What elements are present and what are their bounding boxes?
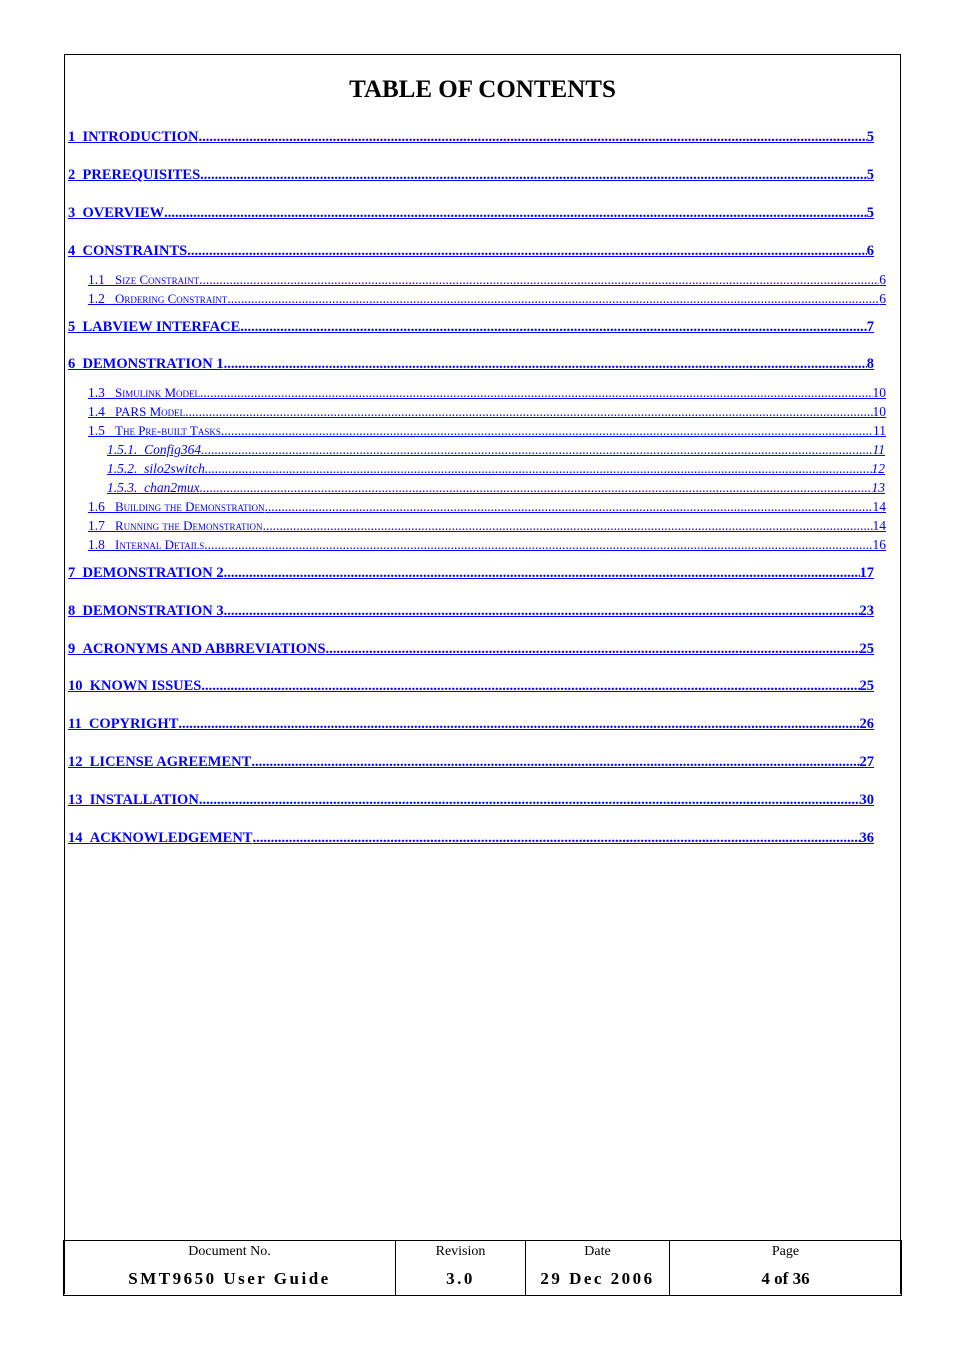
toc-leader-dots xyxy=(224,565,860,582)
toc-entry-label xyxy=(88,404,185,420)
toc-entry-page: 16 xyxy=(872,537,886,552)
toc-entry-text: Ordering Constraint xyxy=(115,291,228,306)
page-frame xyxy=(64,54,901,1294)
toc-entry-page: 6 xyxy=(866,243,874,259)
toc-leader-dots xyxy=(199,272,879,288)
toc-entry-label xyxy=(68,754,251,771)
toc-entry-label xyxy=(88,272,199,288)
toc-entry-page: 14 xyxy=(872,518,886,533)
toc-entry-text: PARS Model xyxy=(115,404,186,419)
toc-entry-text: silo2switch xyxy=(144,461,205,476)
toc-leader-dots xyxy=(326,641,860,658)
toc-entry-page: 6 xyxy=(879,291,886,306)
toc-entry-number: 3 xyxy=(68,205,76,221)
toc-entry-number: 1.5.1. xyxy=(107,442,138,457)
toc-entry-label xyxy=(68,129,199,146)
toc-leader-dots xyxy=(240,319,866,336)
toc-entry-label xyxy=(68,205,164,222)
toc-entry-text: KNOWN ISSUES xyxy=(89,678,202,694)
toc-entry[interactable] xyxy=(68,319,874,337)
toc-entry-page: 25 xyxy=(859,641,874,657)
toc-leader-dots xyxy=(224,356,867,373)
toc-entry[interactable] xyxy=(68,167,874,185)
toc-leader-dots xyxy=(200,385,872,401)
toc-entry[interactable] xyxy=(88,423,886,440)
toc-entry[interactable] xyxy=(107,442,885,459)
toc-entry[interactable] xyxy=(68,792,874,810)
toc-entry-number: 10 xyxy=(68,678,83,694)
toc-entry-label xyxy=(68,356,224,373)
toc-entry-label xyxy=(107,461,205,477)
toc-entry-page: 14 xyxy=(872,499,886,514)
toc-entry[interactable] xyxy=(68,129,874,147)
date-label: Date xyxy=(526,1241,670,1267)
toc-entry-text: DEMONSTRATION 2 xyxy=(82,565,224,581)
toc-leader-dots xyxy=(200,480,872,496)
toc-entry-page: 5 xyxy=(866,129,874,145)
toc-entry[interactable] xyxy=(88,385,886,402)
toc-entry[interactable] xyxy=(68,830,874,848)
toc-leader-dots xyxy=(265,499,873,515)
toc-entry-number: 1.5.2. xyxy=(107,461,138,476)
toc-leader-dots xyxy=(199,129,867,146)
page-value: 4 of 36 xyxy=(670,1266,902,1296)
toc-leader-dots xyxy=(224,603,860,620)
toc-entry-page: 26 xyxy=(859,716,874,732)
toc-leader-dots xyxy=(164,205,867,222)
toc-leader-dots xyxy=(205,461,872,477)
toc-entry-number: 1.7 xyxy=(88,518,105,533)
toc-entry-number: 4 xyxy=(68,243,76,259)
toc-leader-dots xyxy=(201,442,872,458)
toc-entry-page: 30 xyxy=(859,792,874,808)
toc-entry[interactable] xyxy=(107,480,885,497)
toc-entry-label xyxy=(107,480,200,496)
toc-entry-text: CONSTRAINTS xyxy=(82,243,188,259)
toc-entry-label xyxy=(68,243,187,260)
toc-entry-label xyxy=(68,603,224,620)
toc-entry-label xyxy=(88,499,265,515)
toc-leader-dots xyxy=(199,792,860,809)
toc-entry-number: 6 xyxy=(68,356,76,372)
toc-entry-page: 36 xyxy=(859,830,874,846)
toc-entry-number: 8 xyxy=(68,603,76,619)
toc-entry-page: 11 xyxy=(873,423,886,438)
toc-entry-text: DEMONSTRATION 1 xyxy=(82,356,224,372)
toc-leader-dots xyxy=(200,167,867,184)
toc-entry-text: ACKNOWLEDGEMENT xyxy=(89,830,253,846)
toc-entry[interactable] xyxy=(88,272,886,289)
toc-entry-text: LICENSE AGREEMENT xyxy=(89,754,252,770)
toc-entry-page: 23 xyxy=(859,603,874,619)
toc-entry-page: 13 xyxy=(871,480,885,495)
toc-entry-label xyxy=(88,385,200,401)
toc-entry[interactable] xyxy=(68,243,874,261)
toc-entry[interactable] xyxy=(88,499,886,516)
toc-entry-text: Size Constraint xyxy=(115,272,200,287)
toc-entry-number: 1.2 xyxy=(88,291,105,306)
toc-entry[interactable] xyxy=(68,716,874,734)
toc-entry-number: 5 xyxy=(68,319,76,335)
toc-entry-number: 1.8 xyxy=(88,537,105,552)
toc-entry-number: 13 xyxy=(68,792,83,808)
toc-entry-text: PREREQUISITES xyxy=(82,167,201,183)
revision-label: Revision xyxy=(396,1241,526,1267)
toc-entry-label xyxy=(68,565,224,582)
toc-entry-label xyxy=(107,442,201,458)
toc-entry-text: Config364 xyxy=(144,442,202,457)
toc-entry-page: 17 xyxy=(859,565,874,581)
toc-entry-number: 1.1 xyxy=(88,272,105,287)
doc-no-label: Document No. xyxy=(64,1241,396,1267)
toc-entry-page: 27 xyxy=(859,754,874,770)
toc-entry[interactable] xyxy=(68,603,874,621)
toc-entry-label xyxy=(68,830,253,847)
toc-entry-label xyxy=(68,678,201,695)
toc-entry-label xyxy=(88,518,263,534)
toc-entry-number: 2 xyxy=(68,167,76,183)
toc-entry-text: DEMONSTRATION 3 xyxy=(82,603,224,619)
toc-entry[interactable] xyxy=(88,518,886,535)
toc-entry-page: 8 xyxy=(866,356,874,372)
toc-entry[interactable] xyxy=(107,461,885,478)
toc-entry-text: chan2mux xyxy=(144,480,200,495)
toc-entry[interactable] xyxy=(88,291,886,308)
toc-leader-dots xyxy=(201,678,859,695)
toc-entry-text: Simulink Model xyxy=(115,385,201,400)
toc-leader-dots xyxy=(204,537,872,553)
toc-entry-text: Internal Details xyxy=(115,537,205,552)
toc-entry[interactable] xyxy=(68,754,874,772)
toc-leader-dots xyxy=(263,518,873,534)
document-footer xyxy=(63,1240,902,1296)
toc-entry-number: 9 xyxy=(68,641,76,657)
toc-entry-label xyxy=(68,167,200,184)
toc-entry-page: 5 xyxy=(866,205,874,221)
toc-entry-number: 1.4 xyxy=(88,404,105,419)
toc-entry-number: 1.3 xyxy=(88,385,105,400)
toc-entry-text: COPYRIGHT xyxy=(88,716,179,732)
toc-entry-text: ACRONYMS AND ABBREVIATIONS xyxy=(82,641,326,657)
toc-entry-label xyxy=(88,537,204,553)
toc-entry-text: OVERVIEW xyxy=(82,205,165,221)
date-value: 29 Dec 2006 xyxy=(526,1266,670,1296)
toc-entry-text: Running the Demonstration xyxy=(115,518,263,533)
toc-entry-number: 1.6 xyxy=(88,499,105,514)
toc-entry[interactable] xyxy=(88,537,886,554)
toc-entry-label xyxy=(88,291,227,307)
toc-entry-label xyxy=(68,716,178,733)
toc-entry[interactable] xyxy=(68,356,874,374)
toc-entry-number: 1 xyxy=(68,129,76,145)
toc-entry-page: 6 xyxy=(879,272,886,287)
toc-entry-number: 11 xyxy=(68,716,82,732)
toc-entry-number: 7 xyxy=(68,565,76,581)
toc-entry-text: Building the Demonstration xyxy=(115,499,265,514)
toc-leader-dots xyxy=(253,830,860,847)
toc-entry[interactable] xyxy=(68,205,874,223)
toc-leader-dots xyxy=(221,423,873,439)
toc-entry-page: 7 xyxy=(866,319,874,335)
toc-entry-page: 11 xyxy=(872,442,885,457)
toc-entry-page: 25 xyxy=(859,678,874,694)
doc-no-value: SMT9650 User Guide xyxy=(64,1266,396,1296)
toc-entry[interactable] xyxy=(68,678,874,696)
toc-entry-number: 1.5.3. xyxy=(107,480,138,495)
toc-leader-dots xyxy=(178,716,859,733)
toc-entry[interactable] xyxy=(88,404,886,421)
toc-entry-page: 10 xyxy=(872,404,886,419)
toc-entry-label xyxy=(68,641,326,658)
toc-entry[interactable] xyxy=(68,565,874,583)
toc-leader-dots xyxy=(251,754,859,771)
toc-entry-number: 12 xyxy=(68,754,83,770)
toc-entry[interactable] xyxy=(68,641,874,659)
toc-entry-page: 5 xyxy=(866,167,874,183)
toc-leader-dots xyxy=(185,404,872,420)
toc-title: TABLE OF CONTENTS xyxy=(349,76,616,103)
revision-value: 3.0 xyxy=(396,1266,526,1296)
toc-entry-number: 14 xyxy=(68,830,83,846)
toc-entry-number: 1.5 xyxy=(88,423,105,438)
toc-entry-label xyxy=(68,792,199,809)
toc-entry-page: 10 xyxy=(872,385,886,400)
toc-entry-text: INSTALLATION xyxy=(89,792,199,808)
toc-leader-dots xyxy=(187,243,867,260)
toc-leader-dots xyxy=(227,291,879,307)
toc-entry-label xyxy=(88,423,221,439)
toc-entry-text: LABVIEW INTERFACE xyxy=(82,319,241,335)
toc-entry-label xyxy=(68,319,240,336)
page-label: Page xyxy=(670,1241,902,1267)
toc-entry-text: The Pre-built Tasks xyxy=(115,423,221,438)
toc-entry-text: INTRODUCTION xyxy=(82,129,199,145)
toc-entry-page: 12 xyxy=(871,461,885,476)
